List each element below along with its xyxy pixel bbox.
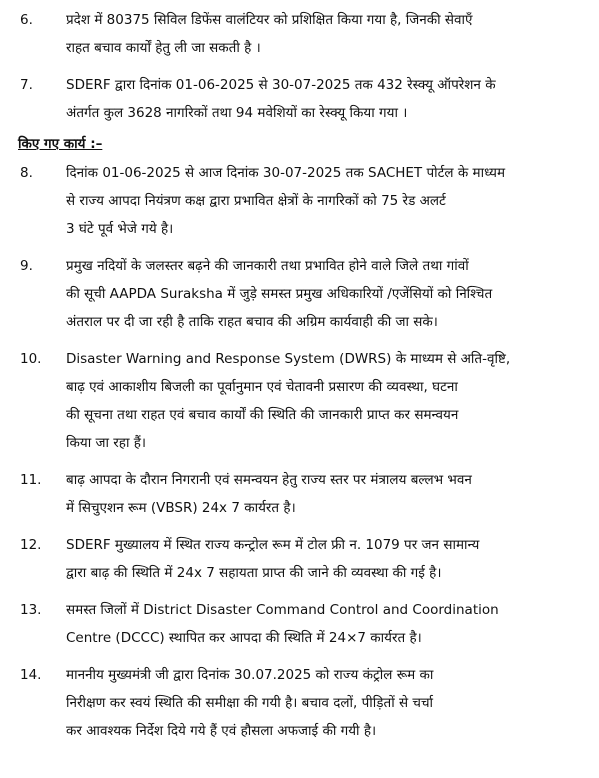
text-line: SDERF द्वारा दिनांक 01-06-2025 से 30-07-2025 तक 432 रेस्क्यू ऑपरेशन के — [66, 77, 496, 93]
list-item — [18, 531, 585, 587]
item-number: 11. — [20, 472, 42, 488]
text-line: कर आवश्यक निर्देश दिये गये हैं एवं हौसला अफजाई की गयी है। — [66, 723, 377, 739]
text-line: SDERF मुख्यालय में स्थित राज्य कन्ट्रोल रूम में टोल फ्री न. 1079 पर जन सामान्य — [66, 537, 480, 553]
item-number: 6. — [20, 12, 33, 28]
text-line: किया जा रहा हैं। — [66, 435, 147, 451]
text-line: समस्त जिलों में District Disaster Command Control and Coordination — [66, 602, 499, 618]
item-text — [66, 159, 585, 243]
item-number: 13. — [20, 602, 42, 618]
text-line: अंतराल पर दी जा रही है ताकि राहत बचाव की अग्रिम कार्यवाही की जा सके। — [66, 314, 438, 330]
text-line: प्रमुख नदियों के जलस्तर बढ़ने की जानकारी तथा प्रभावित होने वाले जिले तथा गांवों — [66, 258, 469, 274]
text-line: से राज्य आपदा नियंत्रण कक्ष द्वारा प्रभावित क्षेत्रों के नागरिकों को 75 रेड अलर्ट — [66, 193, 446, 209]
item-text — [66, 596, 585, 652]
text-line: निरीक्षण कर स्वयं स्थिति की समीक्षा की गयी है। बचाव दलों, पीड़ितों से चर्चा — [66, 695, 434, 711]
list-item — [18, 252, 585, 336]
text-line: Centre (DCCC) स्थापित कर आपदा की स्थिति में 24×7 कार्यरत है। — [66, 630, 422, 646]
text-line: राहत बचाव कार्यों हेतु ली जा सकती है । — [66, 40, 261, 56]
list-item — [18, 6, 585, 62]
text-line: में सिचुएशन रूम (VBSR) 24x 7 कार्यरत है। — [66, 500, 296, 516]
text-line: Disaster Warning and Response System (DWRS) के माध्यम से अति-वृष्टि, — [66, 351, 511, 367]
item-number: 9. — [20, 258, 33, 274]
text-line: माननीय मुख्यमंत्री जी द्वारा दिनांक 30.07.2025 को राज्य कंट्रोल रूम का — [66, 667, 434, 683]
text-line: प्रदेश में 80375 सिविल डिफेंस वालंटियर को प्रशिक्षित किया गया है, जिनकी सेवाएँ — [66, 12, 473, 28]
item-number: 10. — [20, 351, 42, 367]
item-text — [66, 345, 585, 457]
text-line: बाढ़ एवं आकाशीय बिजली का पूर्वानुमान एवं चेतावनी प्रसारण की व्यवस्था, घटना — [66, 379, 458, 395]
item-text — [66, 6, 585, 62]
list-item — [18, 466, 585, 522]
item-text — [66, 466, 585, 522]
text-line: अंतर्गत कुल 3628 नागरिकों तथा 94 मवेशियों का रेस्क्यू किया गया । — [66, 105, 408, 121]
item-text — [66, 252, 585, 336]
item-number: 12. — [20, 537, 42, 553]
item-text — [66, 71, 585, 127]
item-text — [66, 661, 585, 745]
section-heading: किए गए कार्य :– — [18, 136, 103, 152]
text-line: दिनांक 01-06-2025 से आज दिनांक 30-07-2025 तक SACHET पोर्टल के माध्यम — [66, 165, 506, 181]
item-number: 8. — [20, 165, 33, 181]
list-item — [18, 596, 585, 652]
text-line: बाढ़ आपदा के दौरान निगरानी एवं समन्वयन हेतु राज्य स्तर पर मंत्रालय बल्लभ भवन — [66, 472, 472, 488]
item-number: 14. — [20, 667, 42, 683]
text-line: की सूची AAPDA Suraksha में जुड़े समस्त प्रमुख अधिकारियों /एजेंसियों को निश्चित — [66, 286, 493, 302]
list-item — [18, 159, 585, 243]
list-item — [18, 345, 585, 457]
item-number: 7. — [20, 77, 33, 93]
text-line: द्वारा बाढ़ की स्थिति में 24x 7 सहायता प्राप्त की जाने की व्यवस्था की गई है। — [66, 565, 442, 581]
item-text — [66, 531, 585, 587]
text-line: 3 घंटे पूर्व भेजे गये है। — [66, 221, 174, 237]
list-item — [18, 71, 585, 127]
text-line: की सूचना तथा राहत एवं बचाव कार्यों की स्थिति की जानकारी प्राप्त कर समन्वयन — [66, 407, 459, 423]
list-item — [18, 661, 585, 745]
